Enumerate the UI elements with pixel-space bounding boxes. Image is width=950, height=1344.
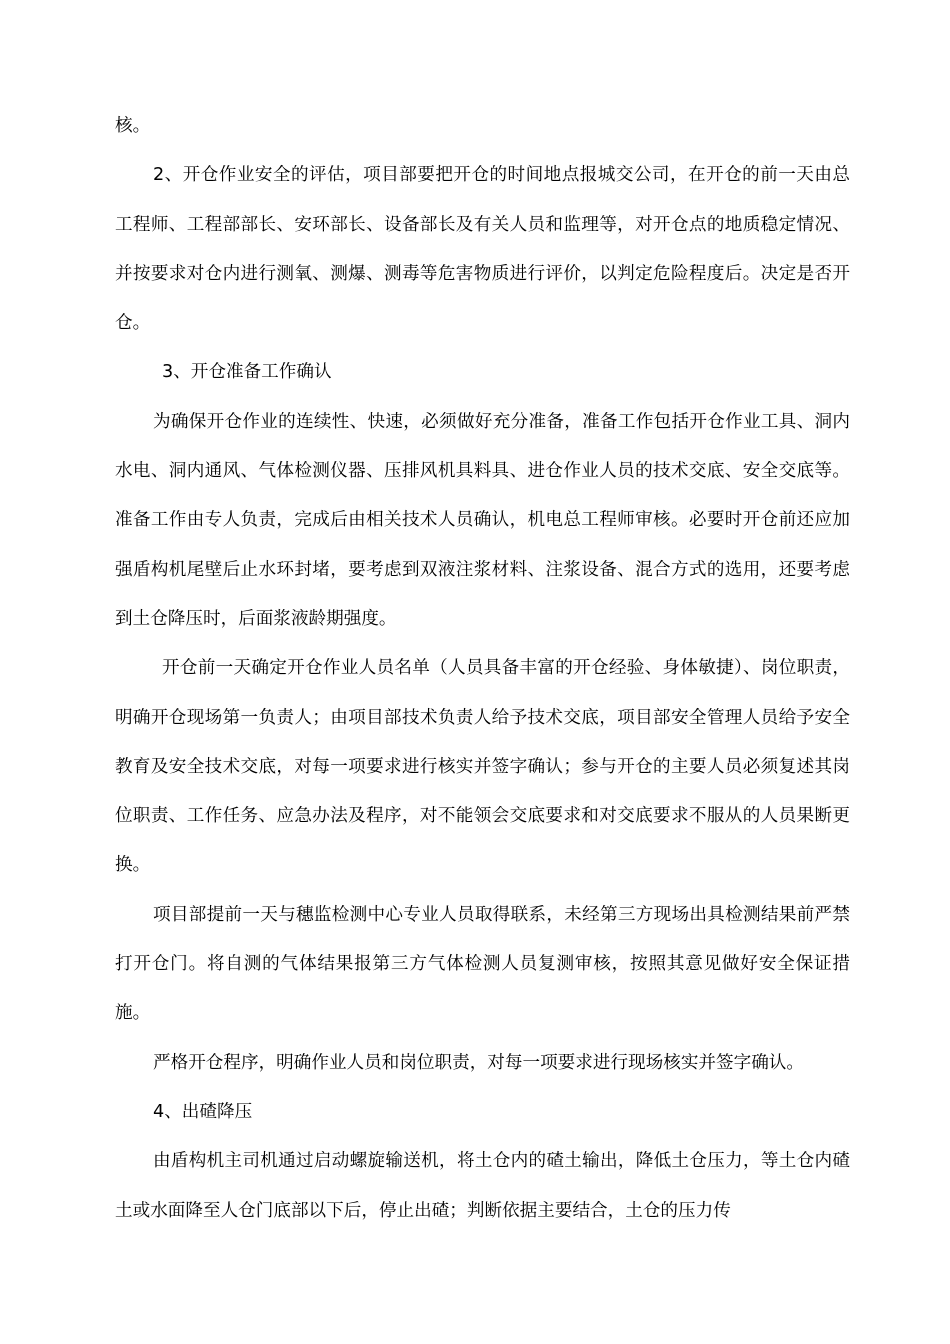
section-heading-preparation-confirmation: 3、开仓准备工作确认	[162, 362, 332, 383]
paragraph-muck-discharge: 由盾构机主司机通过启动螺旋输送机，将土仓内的碴土输出，降低土仓压力，等土仓内碴土或水面降至人仓门底部以下后，停止出碴；判断依据主要结合，土仓的压力传	[115, 1151, 850, 1221]
paragraph-third-party-testing: 项目部提前一天与穗监检测中心专业人员取得联系，未经第三方现场出具检测结果前严禁打开仓门。将自测的气体结果报第三方气体检测人员复测审核，按照其意见做好安全保证措施。	[115, 904, 850, 1024]
document-page	[115, 102, 850, 1236]
paragraph-opening-safety-assessment: 2、开仓作业安全的评估，项目部要把开仓的时间地点报城交公司，在开仓的前一天由总工程师、工程部部长、安环部长、设备部长及有关人员和监理等，对开仓点的地质稳定情况、并按要求对仓内进行测氧、测爆、测毒等危害物质进行评价，以判定危险程度后。决定是否开仓。	[115, 165, 850, 334]
paragraph-continuation: 核。	[115, 116, 151, 136]
section-heading-muck-discharge: 4、出碴降压	[153, 1101, 253, 1122]
paragraph-preparation-work: 为确保开仓作业的连续性、快速，必须做好充分准备，准备工作包括开仓作业工具、洞内水电、洞内通风、气体检测仪器、压排风机具料具、进仓作业人员的技术交底、安全交底等。准备工作由专人负责，完成后由相关技术人员确认，机电总工程师审核。必要时开仓前还应加强盾构机尾壁后止水环封堵，要考虑到双液注浆材料、注浆设备、混合方式的选用，还要考虑到土仓降压时，后面浆液龄期强度。	[115, 411, 850, 629]
paragraph-strict-procedure: 严格开仓程序，明确作业人员和岗位职责，对每一项要求进行现场核实并签字确认。	[153, 1052, 804, 1073]
paragraph-personnel-list: 开仓前一天确定开仓作业人员名单（人员具备丰富的开仓经验、身体敏捷）、岗位职责，明确开仓现场第一负责人；由项目部技术负责人给予技术交底，项目部安全管理人员给予安全教育及安全技术交底，对每一项要求进行核实并签字确认；参与开仓的主要人员必须复述其岗位职责、工作任务、应急办法及程序，对不能领会交底要求和对交底要求不服从的人员果断更换。	[115, 658, 850, 876]
